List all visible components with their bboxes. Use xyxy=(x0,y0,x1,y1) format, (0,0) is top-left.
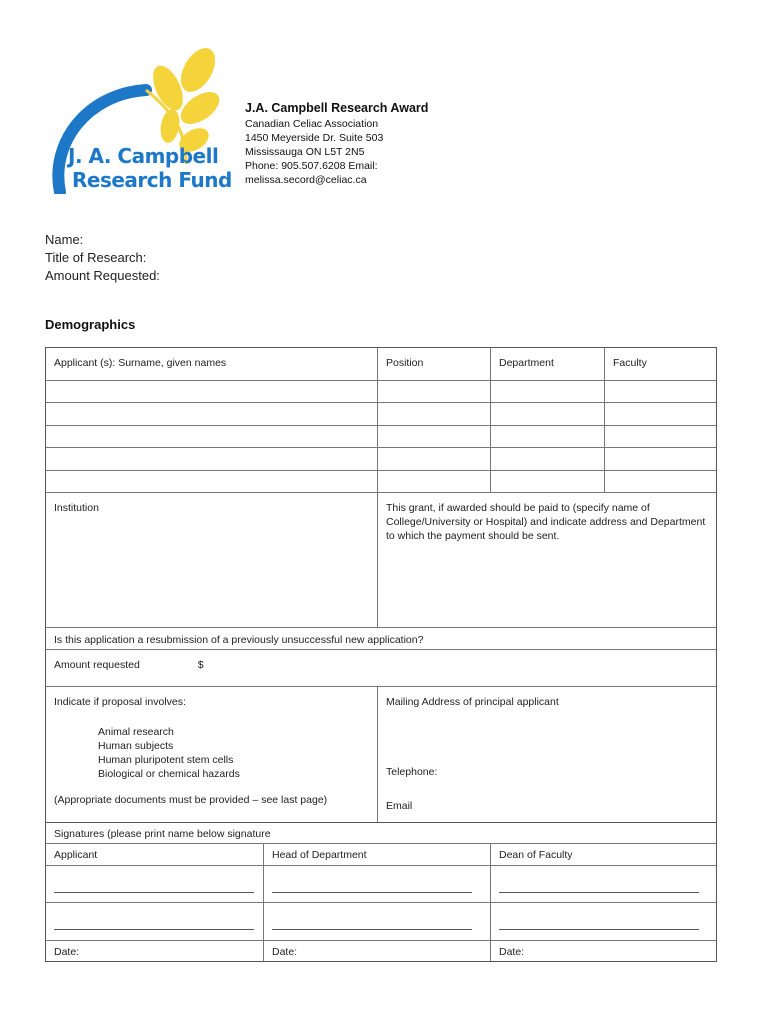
head-date[interactable]: Date: xyxy=(264,941,491,961)
name-field[interactable]: Name: xyxy=(45,232,84,247)
organization-contact xyxy=(245,101,428,187)
applicant-cell[interactable] xyxy=(46,381,378,402)
faculty-cell[interactable] xyxy=(605,381,716,402)
institution-cell[interactable]: Institution xyxy=(46,493,378,627)
demographics-heading: Demographics xyxy=(45,317,136,332)
head-name-line[interactable] xyxy=(264,903,491,940)
department-cell[interactable] xyxy=(491,471,605,492)
amount-cell[interactable] xyxy=(46,650,716,686)
telephone-label: Telephone: xyxy=(386,766,438,778)
table-row xyxy=(46,381,716,403)
faculty-cell[interactable] xyxy=(605,471,716,492)
applicant-cell[interactable] xyxy=(46,471,378,492)
list-item[interactable]: Biological or chemical hazards xyxy=(98,768,240,780)
logo-subtitle: Research Fund xyxy=(72,168,232,192)
fund-logo xyxy=(46,44,246,194)
head-signature-line[interactable] xyxy=(264,866,491,902)
applicant-signature-line[interactable] xyxy=(46,866,264,902)
position-cell[interactable] xyxy=(378,381,491,402)
position-header: Position xyxy=(378,348,491,380)
involves-list xyxy=(98,725,369,781)
table-row xyxy=(46,471,716,493)
logo-title: J. A. Campbell xyxy=(68,144,219,168)
involvement-row xyxy=(46,687,716,822)
signatures-heading-row xyxy=(46,821,716,844)
faculty-cell[interactable] xyxy=(605,448,716,470)
currency-symbol: $ xyxy=(197,659,204,671)
applicant-cell[interactable] xyxy=(46,448,378,470)
org-email: melissa.secord@celiac.ca xyxy=(245,174,367,186)
dean-name-line[interactable] xyxy=(491,903,716,940)
amount-requested-field[interactable]: Amount Requested: xyxy=(45,268,160,283)
demographics-table xyxy=(45,347,717,823)
faculty-cell[interactable] xyxy=(605,426,716,447)
resubmission-question[interactable]: Is this application a resubmission of a previously unsuccessful new application? xyxy=(54,634,424,646)
org-phone: Phone: 905.507.6208 Email: xyxy=(245,160,378,172)
position-cell[interactable] xyxy=(378,426,491,447)
table-row xyxy=(46,448,716,471)
org-address: 1450 Meyerside Dr. Suite 503 xyxy=(245,132,384,144)
involvement-cell[interactable] xyxy=(46,687,378,822)
org-name: Canadian Celiac Association xyxy=(245,118,379,130)
mailing-address-cell[interactable] xyxy=(378,687,716,822)
applicant-cell[interactable] xyxy=(46,403,378,425)
amount-row xyxy=(46,650,716,687)
applicant-date[interactable]: Date: xyxy=(46,941,264,961)
list-item[interactable]: Animal research xyxy=(98,726,174,738)
applicant-name-line[interactable] xyxy=(46,903,264,940)
list-item[interactable]: Human pluripotent stem cells xyxy=(98,754,234,766)
department-cell[interactable] xyxy=(491,448,605,470)
faculty-header: Faculty xyxy=(613,357,647,369)
amount-label: Amount requested xyxy=(54,659,140,671)
head-of-department-header: Head of Department xyxy=(264,844,491,865)
table-row xyxy=(46,426,716,448)
applicant-header: Applicant (s): Surname, given names xyxy=(46,348,378,380)
signatures-table xyxy=(45,821,717,962)
list-item[interactable]: Human subjects xyxy=(98,740,174,752)
applicant-signature-header: Applicant xyxy=(46,844,264,865)
mailing-address-label: Mailing Address of principal applicant xyxy=(386,696,559,708)
award-title: J.A. Campbell Research Award xyxy=(245,101,429,115)
org-city: Mississauga ON L5T 2N5 xyxy=(245,146,365,158)
date-row xyxy=(46,941,716,961)
position-cell[interactable] xyxy=(378,471,491,492)
department-cell[interactable] xyxy=(491,403,605,425)
position-cell[interactable] xyxy=(378,403,491,425)
name-line-row xyxy=(46,903,716,941)
faculty-cell[interactable] xyxy=(605,403,716,425)
documents-note: (Appropriate documents must be provided – see last page) xyxy=(54,794,328,806)
research-title-field[interactable]: Title of Research: xyxy=(45,250,147,265)
top-fields xyxy=(45,231,160,285)
dean-of-faculty-header: Dean of Faculty xyxy=(499,849,573,861)
signature-line-row xyxy=(46,866,716,903)
involves-label: Indicate if proposal involves: xyxy=(54,696,186,708)
signatures-heading: Signatures (please print name below signature xyxy=(54,828,271,840)
signatures-header-row xyxy=(46,844,716,866)
institution-row xyxy=(46,493,716,628)
table-row xyxy=(46,403,716,426)
position-cell[interactable] xyxy=(378,448,491,470)
department-header: Department xyxy=(491,348,605,380)
payment-instructions: This grant, if awarded should be paid to (specify name of College/University or Hospital) and indicate address and Department to which the payment should be sent. xyxy=(386,502,706,542)
table-header-row xyxy=(46,348,716,381)
dean-signature-line[interactable] xyxy=(491,866,716,902)
resubmission-row xyxy=(46,628,716,650)
email-label: Email xyxy=(386,800,413,812)
dean-date[interactable]: Date: xyxy=(499,946,525,958)
department-cell[interactable] xyxy=(491,426,605,447)
applicant-cell[interactable] xyxy=(46,426,378,447)
department-cell[interactable] xyxy=(491,381,605,402)
